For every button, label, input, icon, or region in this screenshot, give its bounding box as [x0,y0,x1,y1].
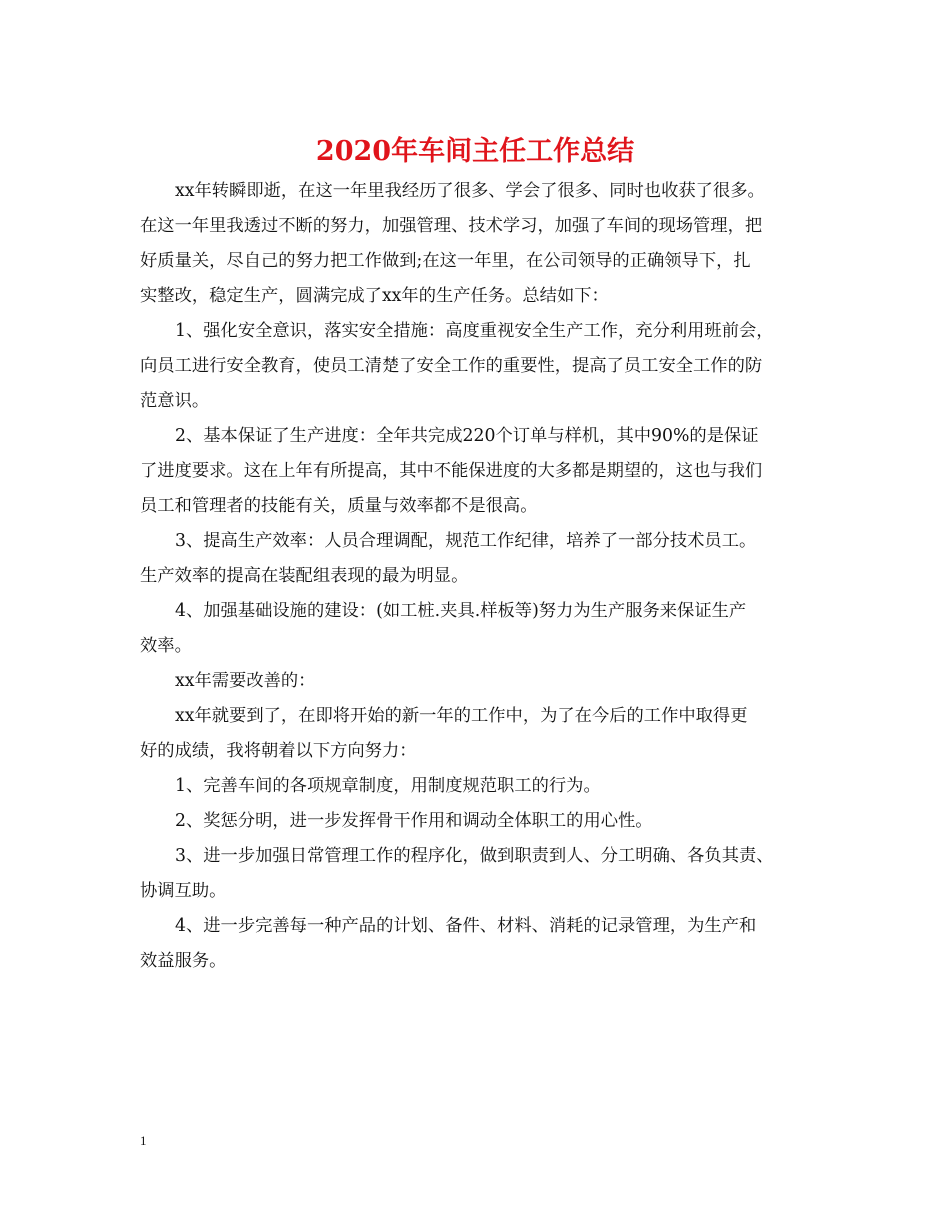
body-line: 了进度要求。这在上年有所提高，其中不能保进度的大多都是期望的，这也与我们 [140,461,763,481]
body-line: xx年就要到了，在即将开始的新一年的工作中，为了在今后的工作中取得更 [175,706,748,726]
body-line: 2、基本保证了生产进度：全年共完成220个订单与样机，其中90%的是保证 [175,426,759,446]
page-number: 1 [140,1133,147,1148]
body-line: 员工和管理者的技能有关，质量与效率都不是很高。 [140,496,538,516]
body-line: 1、完善车间的各项规章制度，用制度规范职工的行为。 [175,776,601,796]
body-line: 3、提高生产效率：人员合理调配，规范工作纪律，培养了一部分技术员工。 [175,531,757,551]
body-line: 协调互助。 [140,881,227,901]
body-line: 3、进一步加强日常管理工作的程序化，做到职责到人、分工明确、各负其责、 [175,846,774,866]
body-line: xx年需要改善的： [175,671,316,691]
body-line: xx年转瞬即逝，在这一年里我经历了很多、学会了很多、同时也收获了很多。 [175,181,765,201]
body-line: 向员工进行安全教育，使员工清楚了安全工作的重要性，提高了员工安全工作的防 [140,356,763,376]
body-line: 效益服务。 [140,951,227,971]
body-line: 1、强化安全意识，落实安全措施：高度重视安全生产工作，充分利用班前会， [175,321,774,341]
body-line: 范意识。 [140,391,210,411]
body-line: 好的成绩，我将朝着以下方向努力： [140,741,417,761]
body-line: 4、进一步完善每一种产品的计划、备件、材料、消耗的记录管理，为生产和 [175,916,757,936]
body-line: 2、奖惩分明，进一步发挥骨干作用和调动全体职工的用心性。 [175,811,653,831]
body-line: 在这一年里我透过不断的努力，加强管理、技术学习，加强了车间的现场管理，把 [140,216,763,236]
body-line: 生产效率的提高在装配组表现的最为明显。 [140,566,469,586]
body-line: 好质量关，尽自己的努力把工作做到;在这一年里，在公司领导的正确领导下，扎 [140,251,751,271]
body-line: 效率。 [140,636,192,656]
document-title: 2020年车间主任工作总结 [315,136,635,167]
body-line: 4、加强基础设施的建设：(如工桩.夹具.样板等)努力为生产服务来保证生产 [175,601,747,621]
body-line: 实整改，稳定生产，圆满完成了xx年的生产任务。总结如下： [140,286,609,306]
